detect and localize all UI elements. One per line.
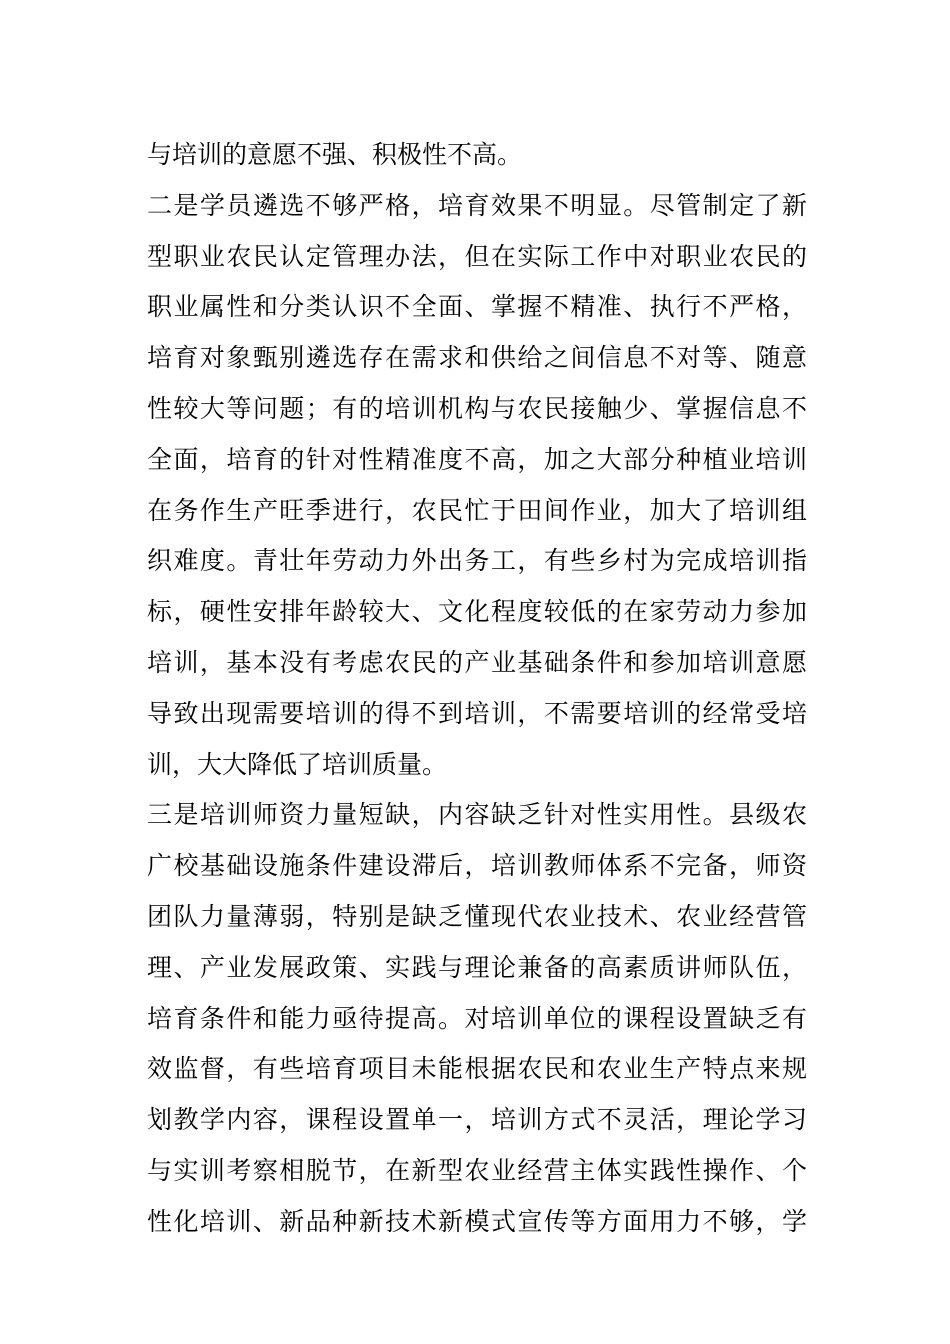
- text-line: 与培训的意愿不强、积极性不高。: [147, 140, 523, 169]
- text-line: 效监督，有些培育项目未能根据农民和农业生产特点来规: [147, 1054, 807, 1084]
- text-line: 划教学内容，课程设置单一，培训方式不灵活，理论学习: [147, 1105, 807, 1135]
- text-line: 全面，培育的针对性精准度不高，加之大部分种植业培训: [147, 444, 807, 474]
- text-line: 标，硬性安排年龄较大、文化程度较低的在家劳动力参加: [147, 597, 807, 627]
- text-line: 职业属性和分类认识不全面、掌握不精准、执行不严格，: [147, 292, 807, 322]
- text-line: 培育对象甄别遴选存在需求和供给之间信息不对等、随意: [147, 343, 807, 373]
- text-line: 训，大大降低了培训质量。: [147, 749, 448, 779]
- text-line: 与实训考察相脱节，在新型农业经营主体实践性操作、个: [147, 1155, 807, 1185]
- text-line: 三是培训师资力量短缺，内容缺乏针对性实用性。县级农: [147, 800, 807, 830]
- text-line: 性化培训、新品种新技术新模式宣传等方面用力不够，学: [147, 1206, 807, 1236]
- text-line: 理、产业发展政策、实践与理论兼备的高素质讲师队伍，: [147, 952, 807, 982]
- text-line: 培训，基本没有考虑农民的产业基础条件和参加培训意愿: [147, 647, 807, 677]
- text-line: 培育条件和能力亟待提高。对培训单位的课程设置缺乏有: [147, 1003, 807, 1033]
- text-line: 二是学员遴选不够严格，培育效果不明显。尽管制定了新: [147, 190, 807, 220]
- body-text: [147, 130, 807, 1248]
- text-line: 型职业农民认定管理办法，但在实际工作中对职业农民的: [147, 241, 807, 271]
- text-line: 导致出现需要培训的得不到培训，不需要培训的经常受培: [147, 698, 807, 728]
- text-line: 在务作生产旺季进行，农民忙于田间作业，加大了培训组: [147, 495, 807, 525]
- text-line: 织难度。青壮年劳动力外出务工，有些乡村为完成培训指: [147, 546, 807, 576]
- text-line: 广校基础设施条件建设滞后，培训教师体系不完备，师资: [147, 851, 807, 881]
- text-line: 性较大等问题；有的培训机构与农民接触少、掌握信息不: [147, 393, 807, 423]
- text-line: 团队力量薄弱，特别是缺乏懂现代农业技术、农业经营管: [147, 901, 807, 931]
